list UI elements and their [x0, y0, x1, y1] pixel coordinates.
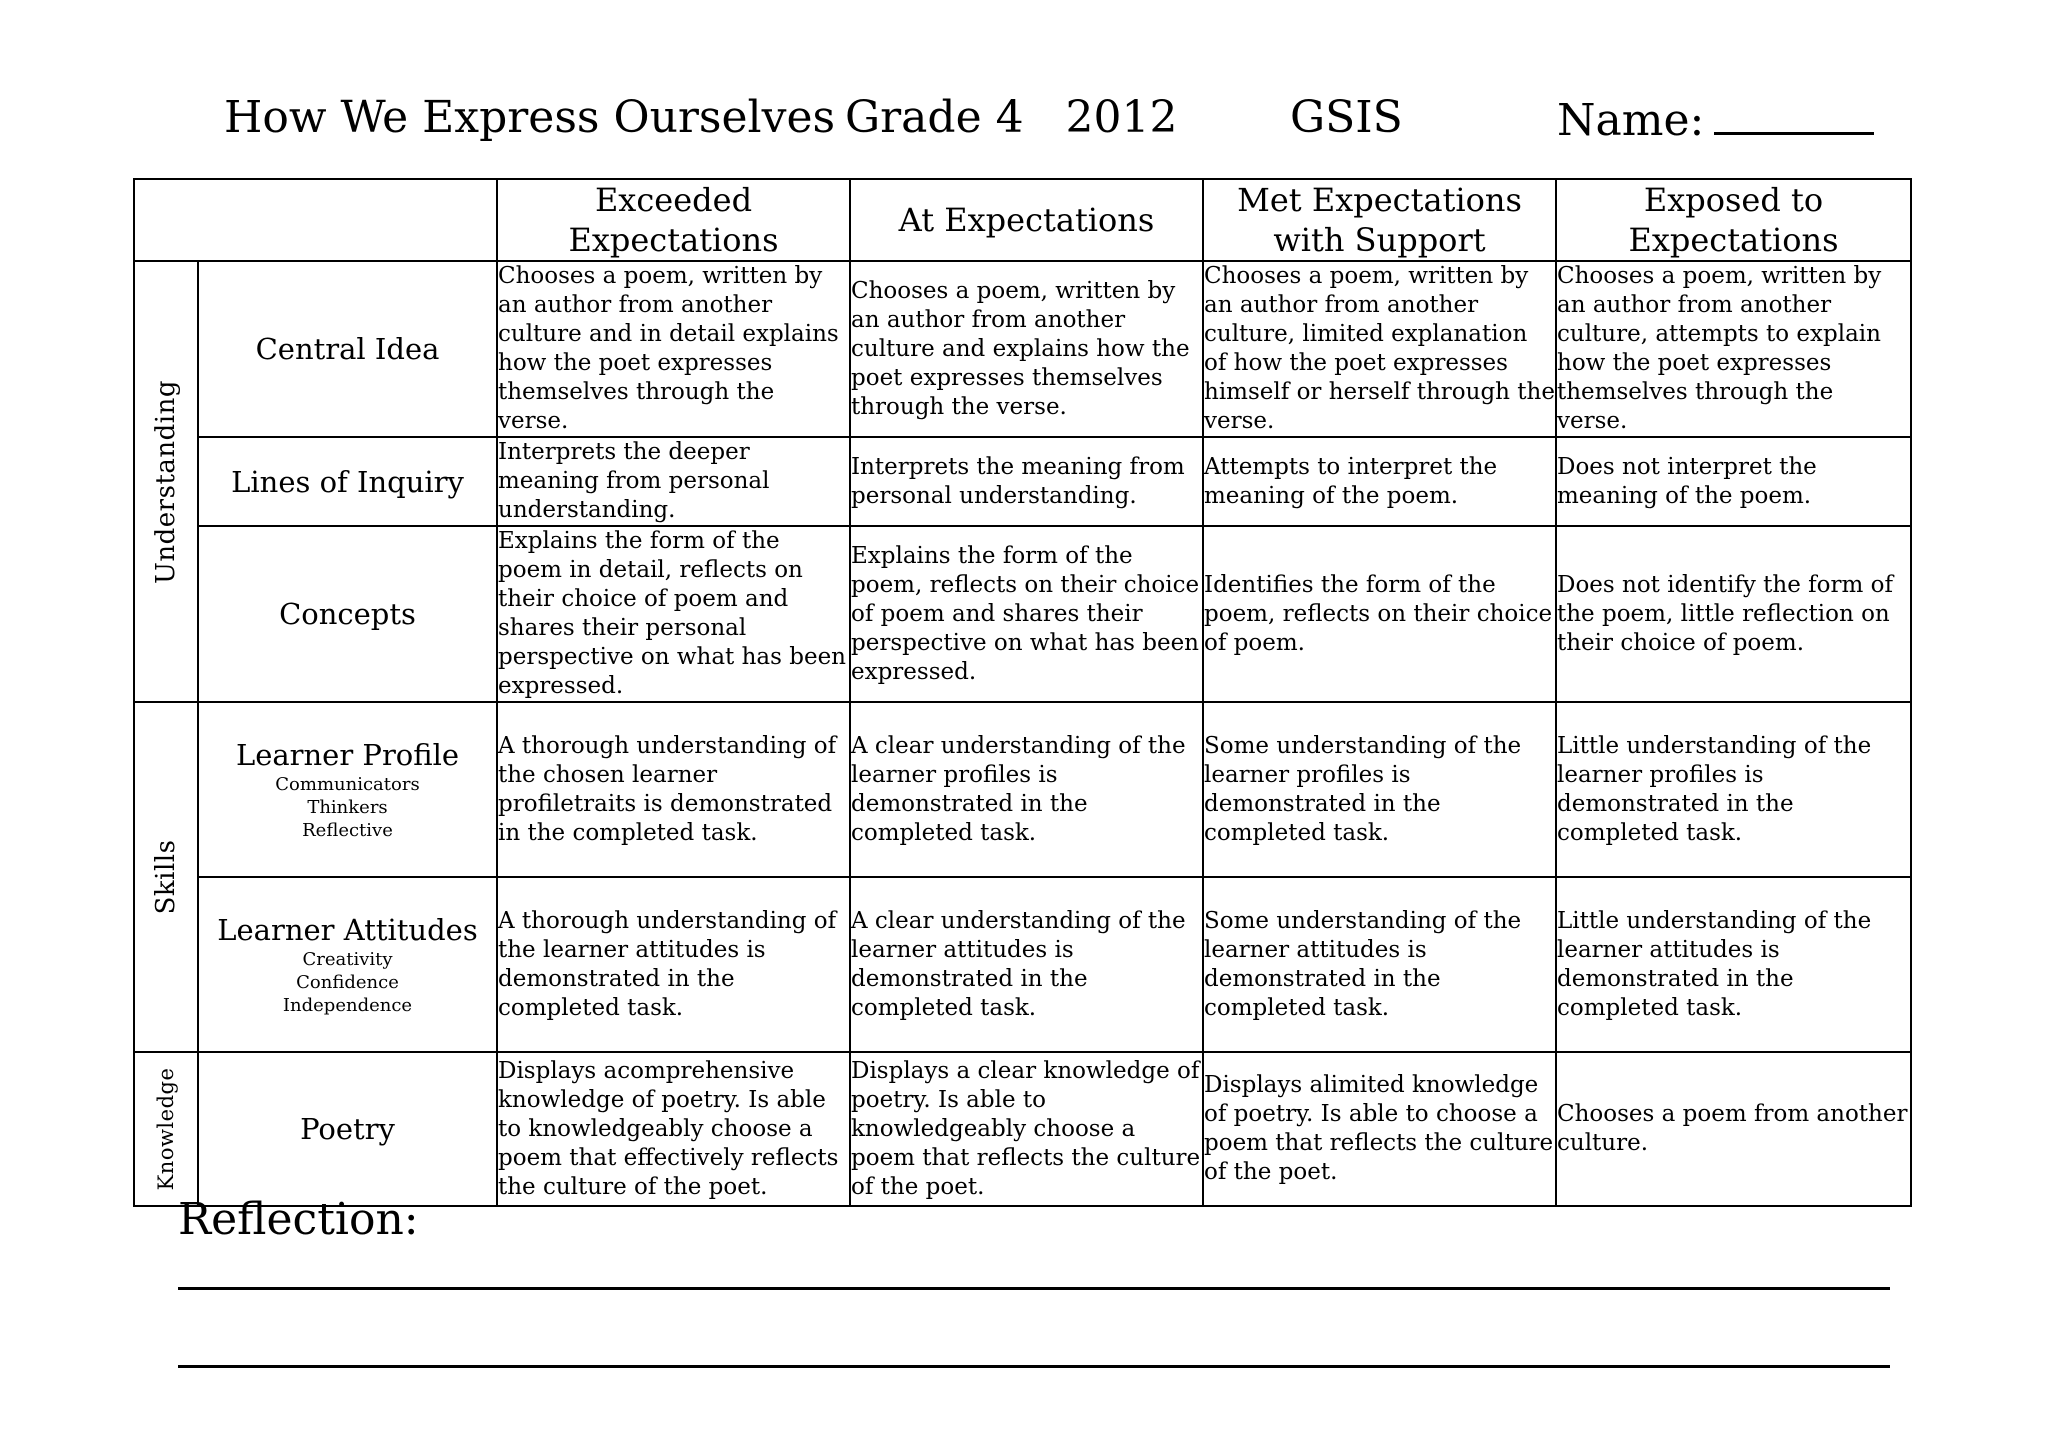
reflection-label: Reflection: — [178, 1194, 419, 1245]
column-header: Exposed to Expectations — [1556, 179, 1911, 261]
corner-cell — [134, 179, 497, 261]
descriptor-cell: Does not interpret the meaning of the poem. — [1556, 437, 1911, 526]
name-blank-line[interactable] — [1714, 88, 1874, 135]
reflection-line[interactable] — [178, 1365, 1890, 1368]
criterion-label: Poetry — [300, 1112, 395, 1146]
descriptor-cell: A clear understanding of the learner profiles is demonstrated in the completed task. — [850, 702, 1203, 877]
name-label: Name: — [1557, 95, 1705, 146]
descriptor-cell: Chooses a poem, written by an author from another culture, attempts to explain how the poet expresses themselves through the verse. — [1556, 261, 1911, 437]
criterion-subitem: Reflective — [302, 820, 393, 841]
criterion-subitem: Confidence — [296, 972, 399, 993]
category-label: Skills — [151, 839, 181, 915]
school-name: GSIS — [1290, 92, 1403, 143]
descriptor-cell: Chooses a poem, written by an author from another culture and in detail explains how the poet expresses themselves through the verse. — [497, 261, 850, 437]
table-row — [134, 437, 1911, 526]
table-row — [134, 261, 1911, 437]
descriptor-cell: A clear understanding of the learner attitudes is demonstrated in the completed task. — [850, 877, 1203, 1052]
criterion-subitem: Communicators — [275, 774, 420, 795]
table-row — [134, 1052, 1911, 1206]
grade-year: Grade 4 2012 — [845, 92, 1178, 143]
category-label: Knowledge — [154, 1067, 178, 1191]
table-row — [134, 702, 1911, 877]
name-field — [1557, 88, 1874, 151]
descriptor-cell: Explains the form of the poem, reflects on their choice of poem and shares their perspective on what has been expressed. — [850, 526, 1203, 702]
table-row — [134, 877, 1911, 1052]
criterion-subitem: Independence — [282, 995, 413, 1016]
descriptor-cell: Interprets the deeper meaning from personal understanding. — [497, 437, 850, 526]
table-row — [134, 526, 1911, 702]
category-label: Understanding — [151, 379, 181, 584]
descriptor-cell: Little understanding of the learner profiles is demonstrated in the completed task. — [1556, 702, 1911, 877]
criterion-cell — [198, 261, 497, 437]
descriptor-cell: Chooses a poem, written by an author from another culture, limited explanation of how the poet expresses himself or herself through the verse. — [1203, 261, 1556, 437]
criterion-label: Concepts — [279, 597, 416, 631]
descriptor-cell: Little understanding of the learner attitudes is demonstrated in the completed task. — [1556, 877, 1911, 1052]
category-cell — [134, 702, 198, 1052]
reflection-line[interactable] — [178, 1287, 1890, 1290]
criterion-cell — [198, 526, 497, 702]
header-row — [134, 179, 1911, 261]
descriptor-cell: Attempts to interpret the meaning of the poem. — [1203, 437, 1556, 526]
descriptor-cell: Interprets the meaning from personal understanding. — [850, 437, 1203, 526]
descriptor-cell: A thorough understanding of the chosen learner profiletraits is demonstrated in the completed task. — [497, 702, 850, 877]
criterion-subitem: Thinkers — [307, 797, 388, 818]
unit-title: How We Express Ourselves — [224, 92, 836, 143]
descriptor-cell: Identifies the form of the poem, reflects on their choice of poem. — [1203, 526, 1556, 702]
category-cell — [134, 1052, 198, 1206]
category-cell — [134, 261, 198, 702]
descriptor-cell: Chooses a poem, written by an author from another culture and explains how the poet expresses themselves through the verse. — [850, 261, 1203, 437]
page-header — [0, 88, 2048, 148]
criterion-cell — [198, 437, 497, 526]
criterion-subitem: Creativity — [302, 949, 393, 970]
column-header: Met Expectations with Support — [1203, 179, 1556, 261]
column-header: Exceeded Expectations — [497, 179, 850, 261]
descriptor-cell: Displays a clear knowledge of poetry. Is able to knowledgeably choose a poem that reflects the culture of the poet. — [850, 1052, 1203, 1206]
descriptor-cell: A thorough understanding of the learner attitudes is demonstrated in the completed task. — [497, 877, 850, 1052]
descriptor-cell: Explains the form of the poem in detail, reflects on their choice of poem and shares their personal perspective on what has been expressed. — [497, 526, 850, 702]
rubric-table — [133, 178, 1912, 1207]
criterion-label: Learner Attitudes — [217, 913, 478, 947]
descriptor-cell: Displays alimited knowledge of poetry. Is able to choose a poem that reflects the culture of the poet. — [1203, 1052, 1556, 1206]
criterion-cell — [198, 1052, 497, 1206]
descriptor-cell: Some understanding of the learner attitudes is demonstrated in the completed task. — [1203, 877, 1556, 1052]
criterion-label: Lines of Inquiry — [231, 464, 464, 499]
descriptor-cell: Some understanding of the learner profiles is demonstrated in the completed task. — [1203, 702, 1556, 877]
column-header: At Expectations — [850, 179, 1203, 261]
criterion-label: Central Idea — [255, 332, 440, 366]
descriptor-cell: Chooses a poem from another culture. — [1556, 1052, 1911, 1206]
criterion-cell — [198, 877, 497, 1052]
criterion-cell — [198, 702, 497, 877]
descriptor-cell: Displays acomprehensive knowledge of poetry. Is able to knowledgeably choose a poem that effectively reflects the culture of the poet. — [497, 1052, 850, 1206]
criterion-label: Learner Profile — [235, 738, 460, 772]
descriptor-cell: Does not identify the form of the poem, little reflection on their choice of poem. — [1556, 526, 1911, 702]
